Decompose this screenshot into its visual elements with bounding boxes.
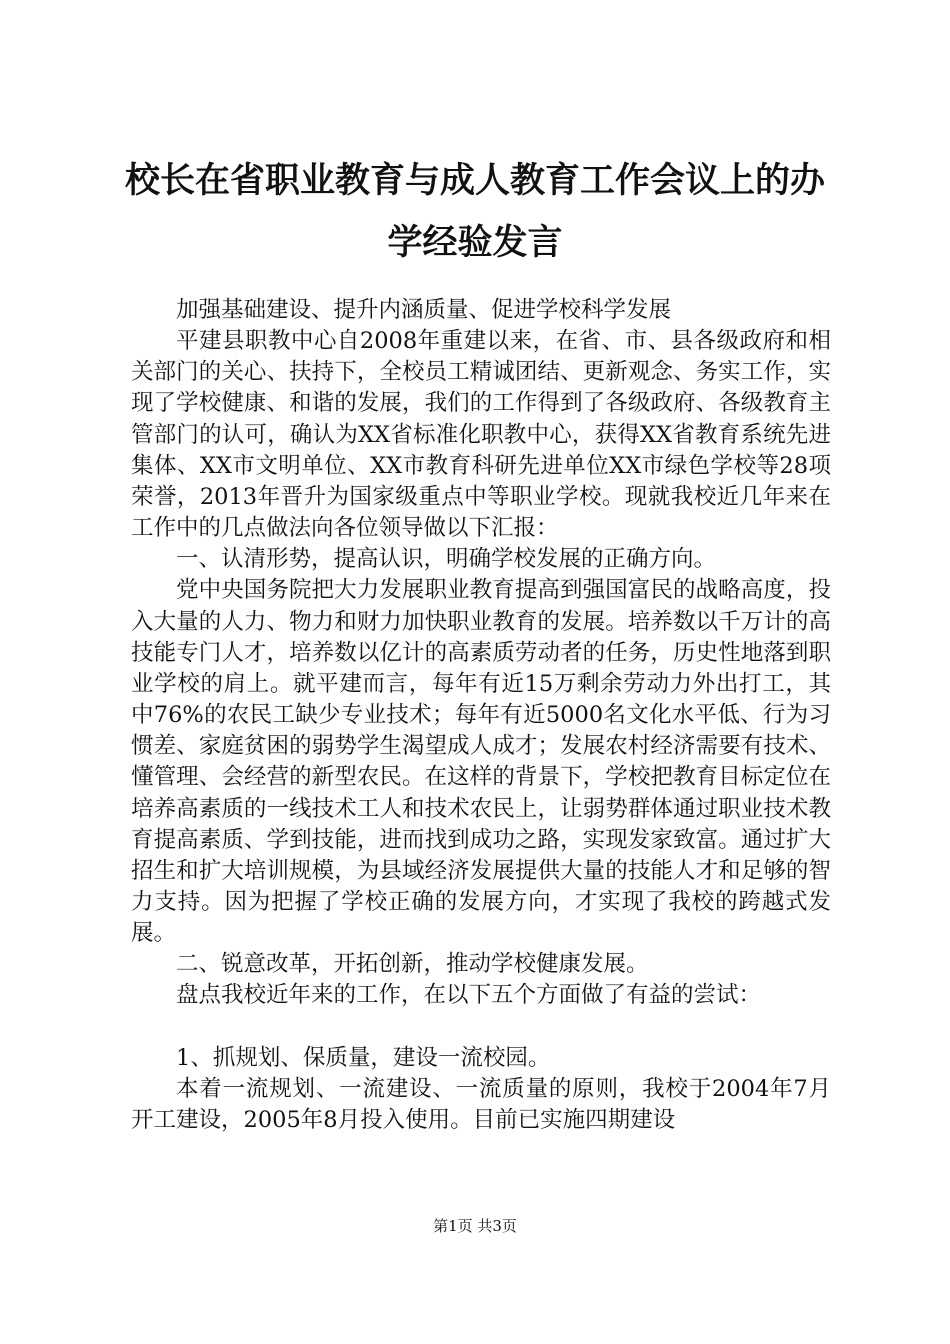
subsection-heading-1: 1、抓规划、保质量，建设一流校园。 [176, 1044, 551, 1071]
subsection-1-paragraph: 本着一流规划、一流建设、一流质量的原则，我校于2004年7月开工建设，2005年8月投入使用。目前已实施四期建设 [131, 1075, 831, 1133]
document-body [131, 295, 831, 1136]
intro-paragraph: 平建县职教中心自2008年重建以来，在省、市、县各级政府和相关部门的关心、扶持下，全校员工精诚团结、更新观念、务实工作，实现了学校健康、和谐的发展，我们的工作得到了各级政府、各级教育主管部门的认可，确认为XX省标准化职教中心，获得XX省教育系统先进集体、XX市文明单位、XX市教育科研先进单位XX市绿色学校等28项荣誉，2013年晋升为国家级重点中等职业学校。现就我校近几年来在工作中的几点做法向各位领导做以下汇报： [131, 328, 831, 542]
section-heading-1: 一、认清形势，提高认识，明确学校发展的正确方向。 [176, 546, 717, 573]
document-title: 校长在省职业教育与成人教育工作会议上的办学经验发言 [124, 160, 825, 263]
section-2-intro-paragraph: 盘点我校近年来的工作，在以下五个方面做了有益的尝试： [176, 982, 762, 1009]
section-1-paragraph: 党中央国务院把大力发展职业教育提高到强国富民的战略高度，投入大量的人力、物力和财力加快职业教育的发展。培养数以千万计的高技能专门人才，培养数以亿计的高素质劳动者的任务，历史性地落到职业学校的肩上。就平建而言，每年有近15万剩余劳动力外出打工，其中76%的农民工缺少专业技术；每年有近5000名文化水平低、行为习惯差、家庭贫困的弱势学生渴望成人成才；发展农村经济需要有技术、懂管理、会经营的新型农民。在这样的背景下，学校把教育目标定位在培养高素质的一线技术工人和技术农民上，让弱势群体通过职业技术教育提高素质、学到技能，进而找到成功之路，实现发家致富。通过扩大招生和扩大培训规模，为县域经济发展提供大量的技能人才和足够的智力支持。因为把握了学校正确的发展方向，才实现了我校的跨越式发展。 [131, 577, 831, 947]
section-heading-2: 二、锐意改革，开拓创新，推动学校健康发展。 [176, 951, 649, 978]
subtitle-paragraph: 加强基础建设、提升内涵质量、促进学校科学发展 [176, 297, 672, 323]
page-number-footer: 第1页 共3页 [433, 1217, 517, 1235]
